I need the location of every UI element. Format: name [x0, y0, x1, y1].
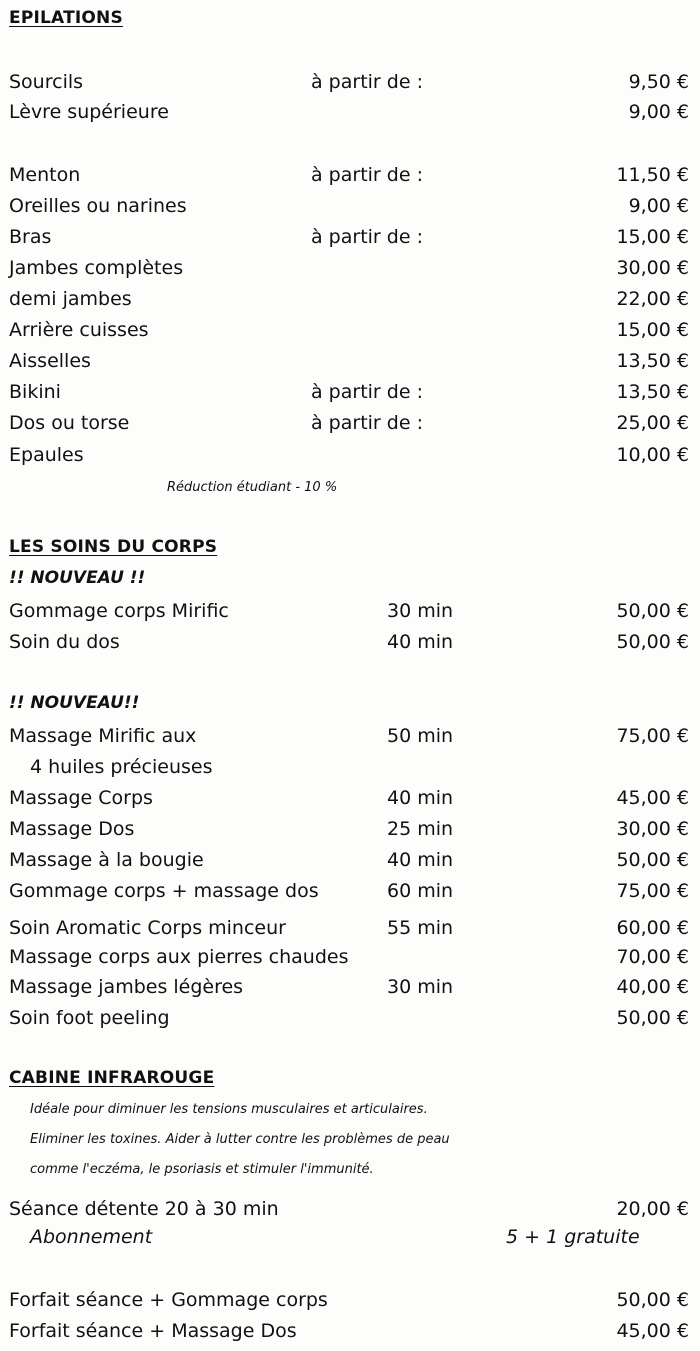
item-name: demi jambes: [9, 288, 132, 310]
section-title-soins-corps: LES SOINS DU CORPS: [9, 537, 218, 557]
item-price: 10,00 €: [616, 444, 689, 466]
new-label: !! NOUVEAU!!: [9, 693, 140, 713]
item-name: Massage à la bougie: [9, 849, 204, 871]
from-label: à partir de :: [311, 412, 423, 434]
item-price: 45,00 €: [616, 1320, 689, 1342]
item-price: 30,00 €: [616, 257, 689, 279]
abonnement-value: 5 + 1 gratuite: [506, 1226, 640, 1248]
from-label: à partir de :: [311, 164, 423, 186]
from-label: à partir de :: [311, 71, 423, 93]
item-name: Soin foot peeling: [9, 1007, 170, 1029]
item-price: 60,00 €: [616, 917, 689, 939]
item-duration: 25 min: [387, 818, 454, 840]
item-price: 9,50 €: [628, 71, 689, 93]
item-price: 45,00 €: [616, 787, 689, 809]
description-line: Idéale pour diminuer les tensions musculaires et articulaires.: [30, 1102, 428, 1117]
item-name: Dos ou torse: [9, 412, 130, 434]
item-price: 25,00 €: [616, 412, 689, 434]
item-name: Epaules: [9, 444, 84, 466]
item-name: Oreilles ou narines: [9, 195, 187, 217]
item-price: 50,00 €: [616, 1007, 689, 1029]
item-duration: 30 min: [387, 600, 454, 622]
item-price: 11,50 €: [616, 164, 689, 186]
item-name: Bikini: [9, 381, 61, 403]
item-name: Soin Aromatic Corps minceur: [9, 917, 286, 939]
item-price: 50,00 €: [616, 849, 689, 871]
item-name: Forfait séance + Gommage corps: [9, 1289, 328, 1311]
item-duration: 55 min: [387, 917, 454, 939]
item-price: 15,00 €: [616, 226, 689, 248]
item-name: Gommage corps + massage dos: [9, 880, 319, 902]
item-price: 50,00 €: [616, 600, 689, 622]
item-price: 75,00 €: [616, 725, 689, 747]
from-label: à partir de :: [311, 226, 423, 248]
item-price: 30,00 €: [616, 818, 689, 840]
item-price: 13,50 €: [616, 381, 689, 403]
item-duration: 40 min: [387, 787, 454, 809]
item-price: 15,00 €: [616, 319, 689, 341]
item-name: Sourcils: [9, 71, 84, 93]
item-name: Séance détente 20 à 30 min: [9, 1198, 279, 1220]
item-duration: 40 min: [387, 849, 454, 871]
item-price: 50,00 €: [616, 1289, 689, 1311]
item-price: 9,00 €: [628, 195, 689, 217]
discount-note: Réduction étudiant - 10 %: [167, 480, 338, 495]
item-name: Bras: [9, 226, 52, 248]
item-duration: 60 min: [387, 880, 454, 902]
item-name: Jambes complètes: [9, 257, 184, 279]
item-name: Massage Corps: [9, 787, 153, 809]
abonnement-label: Abonnement: [30, 1226, 153, 1248]
item-price: 20,00 €: [616, 1198, 689, 1220]
item-name: Massage Dos: [9, 818, 135, 840]
item-price: 40,00 €: [616, 976, 689, 998]
item-price: 22,00 €: [616, 288, 689, 310]
item-duration: 50 min: [387, 725, 454, 747]
description-line: Eliminer les toxines. Aider à lutter contre les problèmes de peau: [30, 1132, 450, 1147]
item-name: Forfait séance + Massage Dos: [9, 1320, 297, 1342]
item-price: 70,00 €: [616, 946, 689, 968]
section-title-epilations: EPILATIONS: [9, 8, 123, 28]
item-name: Soin du dos: [9, 631, 120, 653]
item-name: Massage corps aux pierres chaudes: [9, 946, 349, 968]
description-line: comme l'eczéma, le psoriasis et stimuler l'immunité.: [30, 1162, 374, 1177]
new-label: !! NOUVEAU !!: [9, 568, 146, 588]
item-name: Aisselles: [9, 350, 91, 372]
item-duration: 30 min: [387, 976, 454, 998]
item-name-continued: 4 huiles précieuses: [30, 756, 213, 778]
item-name: Gommage corps Mirific: [9, 600, 229, 622]
item-price: 9,00 €: [628, 101, 689, 123]
item-price: 13,50 €: [616, 350, 689, 372]
item-name: Menton: [9, 164, 81, 186]
section-title-cabine: CABINE INFRAROUGE: [9, 1068, 215, 1088]
item-price: 50,00 €: [616, 631, 689, 653]
item-name: Arrière cuisses: [9, 319, 149, 341]
item-name: Massage jambes légères: [9, 976, 244, 998]
from-label: à partir de :: [311, 381, 423, 403]
item-name: Massage Mirific aux: [9, 725, 197, 747]
item-duration: 40 min: [387, 631, 454, 653]
item-name: Lèvre supérieure: [9, 101, 169, 123]
item-price: 75,00 €: [616, 880, 689, 902]
